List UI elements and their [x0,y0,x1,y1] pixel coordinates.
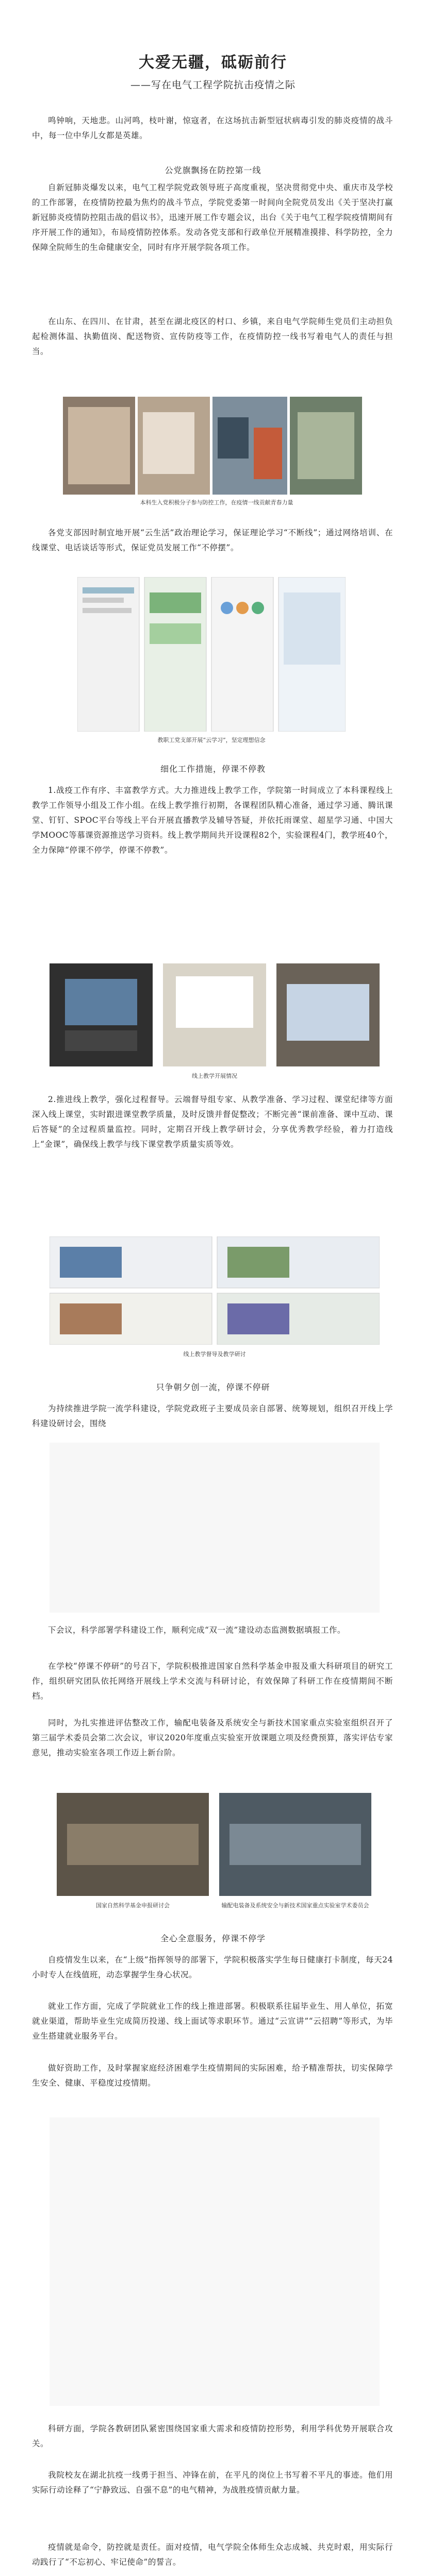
paragraph: 疫情就是命令，防控就是责任。面对疫情，电气学院全体师生众志成城、共克时艰，用实际行动践行了“不忘初心、牢记使命”的誓言。 [32,2543,393,2567]
photo-caption: 本科生入党积极分子参与防控工作，在疫情一线贡献青春力量 [140,499,293,506]
photo-group [50,1236,380,1345]
section-title-3: 只争朝夕创一流，停课不停研 [156,1382,270,1392]
paragraph: 自疫情发生以来，在“上级”指挥领导的部署下，学院积极落实学生每日健康打卡制度，每天24小时专人在线值班，动态掌握学生身心状况。 [32,1955,393,1979]
paragraph: 自新冠肺炎爆发以来，电气工程学院党政领导班子高度重视，坚决贯彻党中央、重庆市及学校的工作部署，在疫情防控最为焦灼的战斗节点，学院党委第一时间向全院党员发出《关于坚决打赢新冠肺炎疫情防控阻击战的倡议书》，迅速开展工作专题会议，出台《关于电气工程学院疫情期间有序开展工作的通知》，布局疫情防控体系。发动各党支部和行政单位开展精准摸排、科学防控，全力保障全院师生的生命健康安全，同时有序开展学院各项工作。 [32,183,393,252]
image-photo-icon [77,577,346,732]
paragraph: 为持续推进学院一流学科建设，学院党政班子主要成员亲自部署、统筹规划，组织召开线上学科建设研讨会，围绕 [32,1404,393,1428]
photo-group [57,1793,371,1896]
photo-caption: 线上教学开展情况 [192,1073,237,1079]
paragraph: 我院校友在湖北抗疫一线勇于担当、冲锋在前，在平凡的岗位上书写着不平凡的事迹。他们用实际行动诠释了“宁静致远、自强不息”的电气精神，为战胜疫情贡献力量。 [32,2470,393,2495]
paragraph: 科研方面，学院各教研团队紧密围绕国家重大需求和疫情防控形势，利用学科优势开展联合攻关。 [32,2424,393,2448]
image-photo-icon [63,397,362,495]
paragraph: 做好资助工作，及时掌握家庭经济困难学生疫情期间的实际困难，给予精准帮扶，切实保障学生安全、健康、平稳度过疫情期。 [32,2063,393,2088]
photo-caption: 输配电装备及系统安全与新技术国家重点实验室学术委员会 [221,1902,369,1909]
section-title-2: 细化工作措施，停课不停教 [160,764,266,774]
photo-caption: 国家自然科学基金申报研讨会 [96,1902,170,1909]
paragraph: 就业工作方面，完成了学院就业工作的线上推进部署。积极联系往届毕业生、用人单位，拓宽就业渠道，帮助毕业生完成简历投递、线上面试等求职环节。通过“云宣讲”“云招聘”等形式，为毕业生搭建就业服务平台。 [32,2002,393,2041]
photo-group [50,963,380,1066]
section-title-1: 公党旗飘扬在防控第一线 [165,165,261,175]
image-area [50,2117,380,2406]
article-title: 大爱无疆，砥砺前行 [139,54,287,72]
image-area [50,1443,380,1613]
paragraph: 在学校“停课不停研”的号召下，学院积极推进国家自然科学基金申报及重大科研项目的研究工作，组织研究团队依托网络开展线上学术交流与科研讨论，有效保障了科研工作在疫情期间不断档。 [32,1662,393,1701]
screenshot-collage [77,577,346,732]
paragraph: 2.推进线上教学，强化过程督导。云端督导组专家、从教学准备、学习过程、课堂纪律等方面深入线上课堂，实时跟进课堂教学质量，及时反馈并督促整改；不断完善“课前准备、课中互动、课后答疑”的全过程质量监控。同时，定期召开线上教学研讨会，分享优秀教学经验，着力打造线上“金课”，确保线上教学与线下课堂教学质量实质等效。 [32,1095,393,1149]
image-photo-icon [50,1236,380,1345]
paragraph-intro: 鸣钟响，天地悲。山河鸣，枝叶谢，惊寇者，在这场抗击新型冠状病毒引发的肺炎疫情的战斗中，每一位中华儿女都是英雄。 [32,116,393,140]
section-title-4: 全心全意服务，停课不停学 [160,1934,266,1943]
photo-group [63,397,362,495]
photo-caption: 教职工党支部开展“云学习”，坚定理想信念 [157,737,266,743]
paragraph: 同时，为扎实推进评估整改工作，输配电装备及系统安全与新技术国家重点实验室组织召开了第三届学术委员会第二次会议，审议2020年度重点实验室开放课题立项及经费预算，落实评估专家意见，推动实验室各项工作迈上新台阶。 [32,1718,393,1757]
paragraph: 1.战疫工作有序、丰富教学方式。大力推进线上教学工作，学院第一时间成立了本科课程线上教学工作领导小组及工作小组。在线上教学推行初期，各课程团队精心准备，通过学习通、腾讯课堂、钉钉、SPOC平台等线上平台开展直播教学及辅导答疑，并依托雨课堂、超星学习通、中国大学MOOC等慕课资源推送学习资料。线上教学期间共开设课程82个，实验课程4门，教学班40个，全力保障“停课不停学，停课不停教”。 [32,786,393,855]
image-photo-icon [57,1793,371,1896]
article-subtitle: ——写在电气工程学院抗击疫情之际 [130,79,296,91]
paragraph: 在山东、在四川、在甘肃，甚至在湖北疫区的村口、乡镇，来自电气学院师生党员们主动担负起检测体温、执勤值岗、配送物资、宣传防疫等工作，在疫情防控一线书写着电气人的责任与担当。 [32,317,393,356]
paragraph: 下会议，科学部署学科建设工作，顺利完成“双一流”建设动态监测数据填报工作。 [48,1625,346,1635]
photo-caption: 线上教学督导及教学研讨 [183,1351,246,1358]
image-photo-icon [50,963,380,1066]
paragraph: 各党支部因时制宜地开展“云生活”政治理论学习，保证理论学习“不断线”；通过网络培训、在线课堂、电话谈话等形式，保证党员发展工作“不停摆”。 [32,528,393,552]
